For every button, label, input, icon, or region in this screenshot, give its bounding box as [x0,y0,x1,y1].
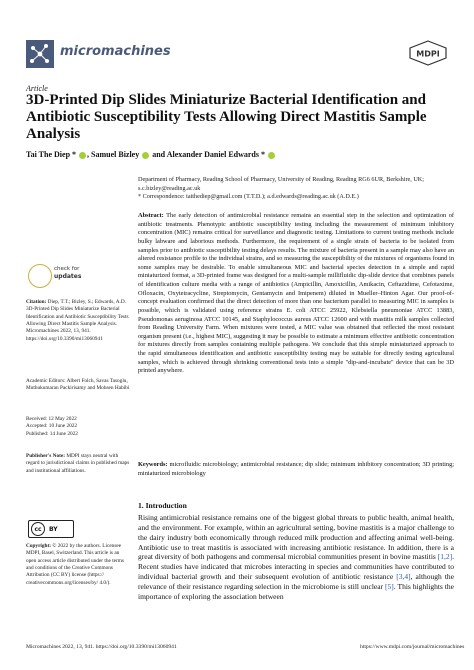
intro-text: , although the relevance of their resistance regarding selection in the microbiome is still unclear [138,572,454,591]
introduction-paragraph [138,513,454,602]
correspondence-line: * Correspondence: taithediep@gmail.com (T.T.D.); a.d.edwards@reading.ac.uk (A.D.E.) [138,193,359,201]
check-for-updates-button[interactable] [28,262,88,288]
editors-block [26,378,130,393]
paper-title: 3D-Printed Dip Slides Miniaturize Bacterial Identification and Antibiotic Susceptibility Tests Allowing Direct Mastitis Sample Analysis [26,92,427,142]
abstract [138,212,454,376]
copyright-text: © 2022 by the authors. Licensee MDPI, Basel, Switzerland. This article is an open access article distributed under the terms and conditions of the Creative Commons Attribution (CC BY) license (https:// creativecommons.org/licenses/by/ 4.0/). [26,543,124,586]
author-2: , Samuel Bizley [87,150,140,159]
by-logo-mark: BY [49,525,58,533]
journal-name: micromachines [60,44,171,59]
intro-text: . This highlights the importance of exploring the association between [138,581,454,601]
keywords [138,461,454,478]
mdpi-logo-text: MDPI [416,49,440,59]
citation-text: Diep, T.T.; Bizley, S.; Edwards, A.D. 3D-Printed Dip Slides Miniaturize Bacterial Identification and Antibiotic Susceptibility Tests Allowing Direct Mastitis Sample Analysis. Micromachines 2022, 13, 941. https://doi.org/10.3390/mi13060941 [26,299,129,342]
keywords-text: microfluidic microbiology; antimicrobial resistance; dip slide; minimum inhibitory concentration; 3D printing; miniaturized microbiology [138,461,454,477]
publisher-note-block [26,453,130,475]
citation-block [26,299,130,343]
citation-link[interactable]: [3,4] [396,572,411,582]
affiliation-email[interactable]: s.c.bizley@reading.ac.uk [138,184,201,192]
academic-editors: Academic Editors: Albert Folch, Savas Tasoglu, Muthukumaran Packirisamy and Mohsen Habibi [26,378,130,392]
date-published: Published: 14 June 2022 [26,430,78,437]
check-updates-line2: updates [54,273,82,280]
dates-block [26,416,130,438]
publisher-note-label: Publisher's Note: [26,453,65,459]
copyright-block [26,543,130,587]
author-3: and Alexander Daniel Edwards * [150,150,265,159]
citation-label: Citation: [26,299,47,305]
abstract-text: The early detection of antimicrobial resistance remains an essential step in the selection and optimization of antibiotic treatments. Phenotypic antibiotic susceptibility testing including the measurement of minimum inhibitory concentration (MIC) remains critical for surveillance and diagnostic testing. Limitations to current testing methods include bulky labware and laborious methods. Furthermore, the requirement of a single strain of bacteria to be isolated from samples prior to antibiotic susceptibility testing delays results. The mixture of bacteria present in a sample may also have an altered resistance profile to the individual strains, and so measuring the susceptibility of the mixtures of organisms found in some samples may be desirable. To enable simultaneous MIC and bacterial species detection in a simple and rapid miniaturized format, a 3D-printed frame was designed for a multi-sample millifluidic dip-slide device that combines panels of identification culture media with a range of antibiotics (Ampicillin, Amoxicillin, Amikacin, Ceftazidime, Cefotaxime, Ofloxacin, Oxytetracycline, Streptomycin, Gentamycin and Imipenem) diluted in Mueller–Hinton Agar. Our proof-of-concept evaluation confirmed that the direct detection of more than one bacterium parallel to measuring MIC in samples is possible, which is validated using reference strains E. coli ATCC 25922, Klebsiella pneumoniae ATCC 13883, Pseudomonas aeruginosa ATCC 10145, and Staphylococcus aureus ATCC 12600 and with mastitis milk samples collected from Reading University Farm. When mixtures were tested, a MIC value was obtained that reflected the most resistant organism present (i.e., highest MIC), suggesting it may be possible to estimate a minimum effective antibiotic concentration for mixtures directly from samples containing multiple pathogens. We conclude that this simple miniaturized approach to the rapid simultaneous identification and antibiotic susceptibility testing may be suitable for directly testing agricultural samples, which is achieved through shrinking conventional tests into a simple "dip-and-incubate" device that can be 3D printed anywhere. [138,212,454,375]
intro-text: . Recent studies have indicated that microbes interacting in species and communities have contributed to individual bacterial growth and their subsequent evolution of antibiotic resistance [138,552,454,582]
date-received: Received: 12 May 2022 [26,416,77,422]
author-list [26,150,456,159]
article-type: Article [26,84,48,93]
check-updates-line1: check for [54,266,80,272]
orcid-icon[interactable] [142,152,149,159]
affiliation-block [138,176,454,202]
footer-journal-url[interactable]: https://www.mdpi.com/journal/micromachines [360,644,465,650]
abstract-label: Abstract: [138,212,164,219]
footer-citation: Micromachines 2022, 13, 941. https://doi.org/10.3390/mi13060941 [26,644,177,650]
copyright-label: Copyright: [26,543,52,549]
publisher-note-text: MDPI stays neutral with regard to jurisdictional claims in published maps and institutional affiliations. [26,453,130,474]
citation-link[interactable]: [1,2] [437,552,453,562]
orcid-icon[interactable] [268,152,275,159]
date-accepted: Accepted: 10 June 2022 [26,423,78,430]
check-updates-icon [28,264,52,288]
mdpi-logo [408,40,448,66]
cc-by-license-icon[interactable] [28,520,74,538]
citation-link[interactable]: [5] [385,581,394,591]
section-heading: 1. Introduction [138,501,187,510]
journal-logo-icon [26,40,54,68]
orcid-icon[interactable] [79,152,86,159]
affiliation-line: Department of Pharmacy, Reading School of Pharmacy, University of Reading, Reading RG6 6UR, Berkshire, UK; [138,176,424,183]
intro-text: Rising antimicrobial resistance remains one of the biggest global threats to public health, animal health, and the environment. For example, within an agricultural setting, bovine mastitis is a major challenge to the dairy industry both economically through reduced milk production and affecting animal well-being. Antibiotic use to treat mastitis is associated with increasing antibiotic resistance. In addition, there is a great diversity of both pathogens and commensal microbial communities present in bovine mastitis [138,513,454,562]
cc-logo-mark: cc [31,522,45,536]
keywords-label: Keywords: [138,461,168,468]
author-1: Tai The Diep * [26,150,77,159]
